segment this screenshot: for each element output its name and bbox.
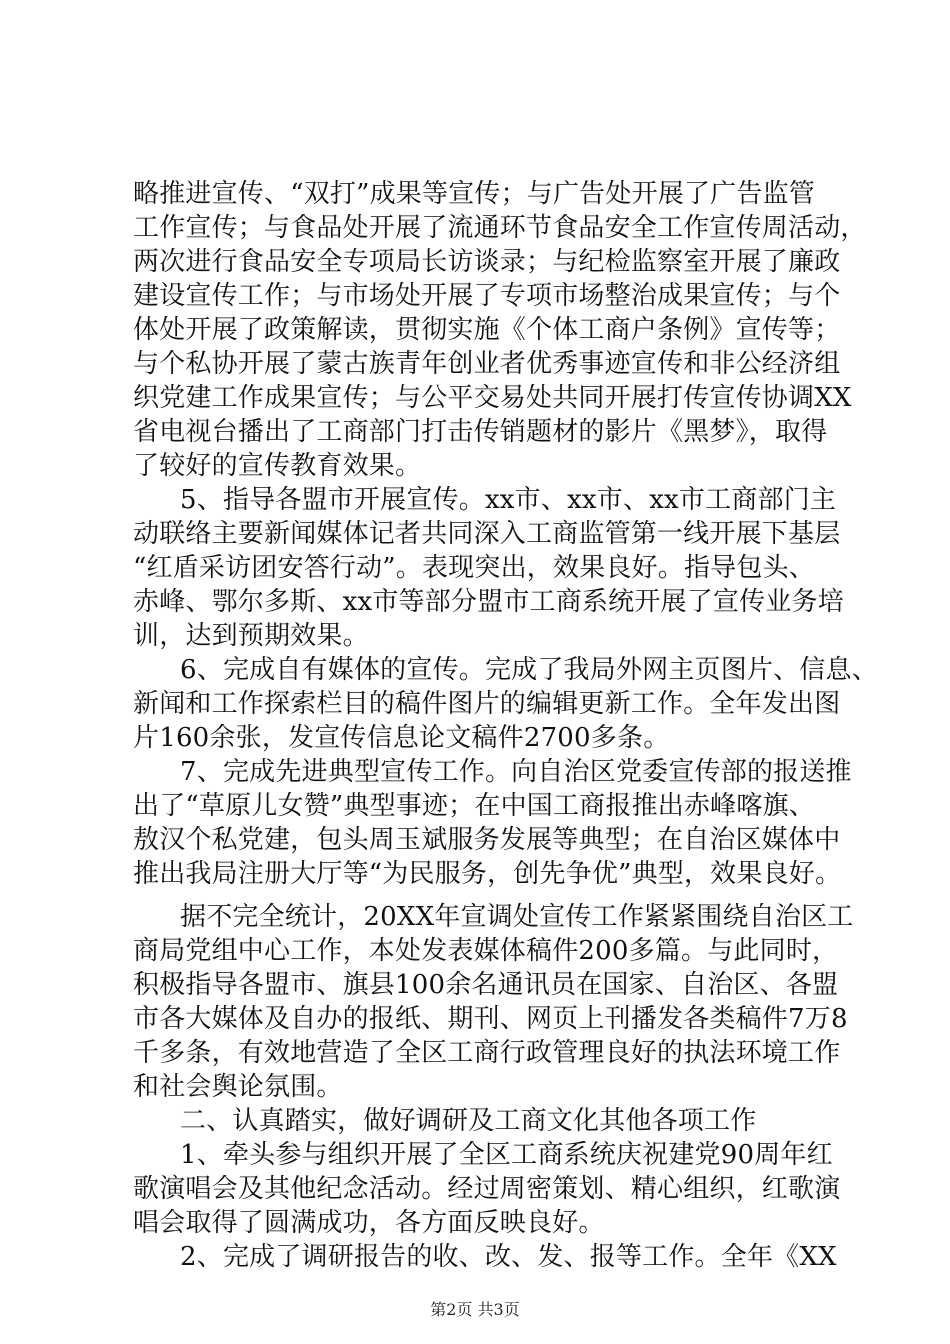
text-line: 商局党组中心工作，本处发表媒体稿件200多篇。与此同时， bbox=[133, 936, 839, 966]
text-line: 歌演唱会及其他纪念活动。经过周密策划、精心组织，红歌演 bbox=[133, 1174, 841, 1204]
text-line: 新闻和工作探索栏目的稿件图片的编辑更新工作。全年发出图 bbox=[133, 689, 841, 719]
text-line: 工作宣传；与食品处开展了流通环节食品安全工作宣传周活动， bbox=[133, 213, 867, 243]
text-line: 1、牵头参与组织开展了全区工商系统庆祝建党90周年红 bbox=[180, 1140, 833, 1170]
text-line: 与个私协开展了蒙古族青年创业者优秀事迹宣传和非公经济组 bbox=[133, 349, 841, 379]
text-line: “红盾采访团安答行动”。表现突出，效果良好。指导包头、 bbox=[133, 553, 815, 583]
page-footer: 第2页 共3页 bbox=[430, 1300, 520, 1319]
section-heading: 二、认真踏实，做好调研及工商文化其他各项工作 bbox=[180, 1106, 757, 1136]
text-line: 两次进行食品安全专项局长访谈录；与纪检监察室开展了廉政 bbox=[133, 247, 841, 277]
text-line: 了较好的宣传教育效果。 bbox=[133, 451, 422, 481]
text-line: 训，达到预期效果。 bbox=[133, 621, 369, 651]
text-line: 2、完成了调研报告的收、改、发、报等工作。全年《XX bbox=[180, 1242, 837, 1272]
text-line: 唱会取得了圆满成功，各方面反映良好。 bbox=[133, 1208, 605, 1238]
text-line: 据不完全统计，20XX年宣调处宣传工作紧紧围绕自治区工 bbox=[180, 902, 854, 932]
text-line: 推出我局注册大厅等“为民服务，创先争优”典型，效果良好。 bbox=[133, 859, 842, 889]
text-line: 动联络主要新闻媒体记者共同深入工商监管第一线开展下基层 bbox=[133, 519, 841, 549]
text-line: 体处开展了政策解读，贯彻实施《个体工商户条例》宣传等； bbox=[133, 315, 841, 345]
text-line: 千多条，有效地营造了全区工商行政管理良好的执法环境工作 bbox=[133, 1038, 841, 1068]
text-line: 略推进宣传、“双打”成果等宣传；与广告处开展了广告监管 bbox=[133, 179, 815, 209]
text-line: 7、完成先进典型宣传工作。向自治区党委宣传部的报送推 bbox=[180, 757, 852, 787]
text-line: 5、指导各盟市开展宣传。xx市、xx市、xx市工商部门主 bbox=[180, 485, 837, 515]
text-line: 敖汉个私党建，包头周玉斌服务发展等典型；在自治区媒体中 bbox=[133, 825, 841, 855]
text-line: 6、完成自有媒体的宣传。完成了我局外网主页图片、信息、 bbox=[180, 655, 878, 685]
text-line: 积极指导各盟市、旗县100余名通讯员在国家、自治区、各盟 bbox=[133, 970, 839, 1000]
text-line: 和社会舆论氛围。 bbox=[133, 1072, 343, 1102]
text-line: 出了“草原儿女赞”典型事迹；在中国工商报推出赤峰喀旗、 bbox=[133, 791, 815, 821]
text-line: 省电视台播出了工商部门打击传销题材的影片《黑梦》，取得 bbox=[133, 417, 828, 447]
text-line: 建设宣传工作；与市场处开展了专项市场整治成果宣传；与个 bbox=[133, 281, 841, 311]
text-line: 片160余张，发宣传信息论文稿件2700多条。 bbox=[133, 723, 670, 753]
text-line: 市各大媒体及自办的报纸、期刊、网页上刊播发各类稿件7万8 bbox=[133, 1004, 848, 1034]
text-line: 织党建工作成果宣传；与公平交易处共同开展打传宣传协调XX bbox=[133, 383, 852, 413]
text-line: 赤峰、鄂尔多斯、xx市等部分盟市工商系统开展了宣传业务培 bbox=[133, 587, 844, 617]
